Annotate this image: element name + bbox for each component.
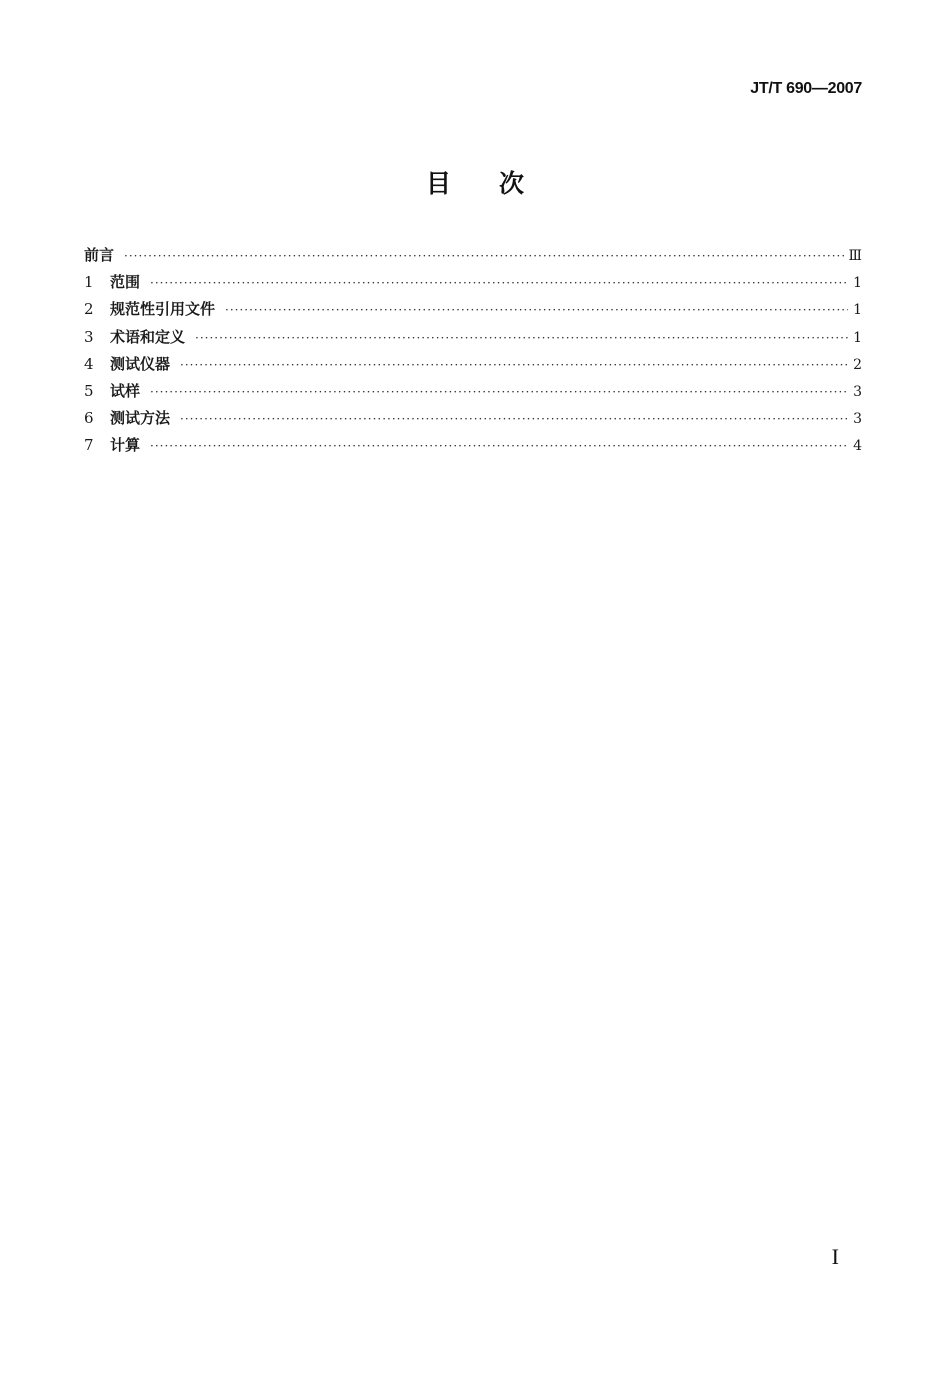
toc-entry-page: 2 <box>853 356 862 373</box>
toc-entry-label: 测试方法 <box>110 409 171 428</box>
toc-entry-terms-definitions[interactable] <box>84 326 862 353</box>
toc-entry-label: 试样 <box>110 381 141 400</box>
toc-leader-dots <box>180 358 848 372</box>
toc-entry-specimen[interactable] <box>84 380 862 407</box>
toc-entry-calculation[interactable] <box>84 434 862 461</box>
toc-entry-label: 规范性引用文件 <box>110 300 216 319</box>
toc-entry-page: 4 <box>853 438 862 455</box>
toc-entry-label: 测试仪器 <box>110 354 171 373</box>
toc-entry-page: 1 <box>853 275 862 292</box>
page-title: 目次 <box>425 169 572 198</box>
toc-leader-dots <box>150 439 848 453</box>
toc-leader-dots <box>150 276 848 290</box>
toc-entry-label: 术语和定义 <box>110 327 186 346</box>
toc-entry-number: 3 <box>84 327 94 346</box>
toc-entry-page: 1 <box>853 329 862 346</box>
toc-entry-page: 3 <box>853 411 862 428</box>
toc-entry-test-instruments[interactable] <box>84 353 862 380</box>
toc-entry-normative-references[interactable] <box>84 298 862 325</box>
toc-entry-scope[interactable] <box>84 271 862 298</box>
page-number: I <box>831 1244 839 1269</box>
table-of-contents <box>84 244 862 462</box>
toc-entry-test-method[interactable] <box>84 407 862 434</box>
toc-entry-number: 6 <box>84 409 94 428</box>
toc-entry-label: 范围 <box>110 273 141 292</box>
toc-leader-dots <box>150 385 848 399</box>
toc-entry-number: 7 <box>84 436 94 455</box>
toc-entry-label: 计算 <box>110 436 141 455</box>
toc-entry-page: 3 <box>853 383 862 400</box>
toc-entry-label: 前言 <box>84 246 115 264</box>
toc-entry-page: Ⅲ <box>848 248 862 264</box>
toc-entry-foreword[interactable] <box>84 244 862 271</box>
toc-entry-number: 4 <box>84 354 94 373</box>
standard-code: JT/T 690—2007 <box>750 80 862 97</box>
toc-entry-number: 1 <box>84 273 94 292</box>
toc-leader-dots <box>195 331 848 345</box>
toc-leader-dots <box>225 303 848 317</box>
toc-entry-number: 5 <box>84 381 94 400</box>
toc-entry-page: 1 <box>853 302 862 319</box>
toc-leader-dots <box>124 249 844 263</box>
toc-leader-dots <box>180 412 848 426</box>
toc-entry-number: 2 <box>84 300 94 319</box>
